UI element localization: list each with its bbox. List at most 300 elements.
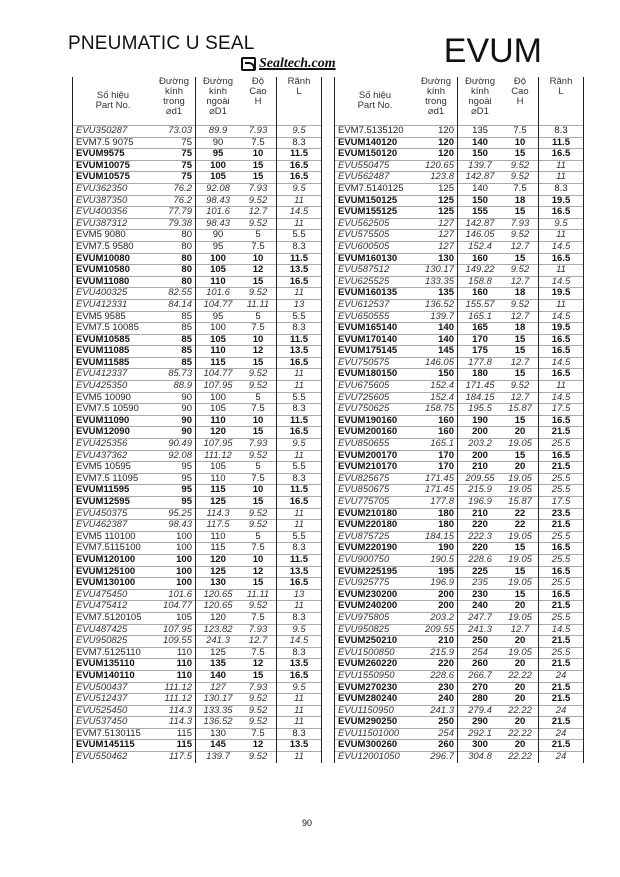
cell-height: 20 [502, 427, 539, 439]
cell-outer-diameter: 152.4 [458, 241, 503, 253]
cell-inner-diameter: 139.7 [415, 311, 458, 323]
cell-height: 15 [240, 160, 277, 172]
cell-inner-diameter: 88.9 [153, 381, 196, 393]
cell-inner-diameter: 180 [415, 520, 458, 532]
cell-inner-diameter: 85 [153, 334, 196, 346]
cell-inner-diameter: 114.3 [153, 705, 196, 717]
cell-height: 10 [502, 137, 539, 149]
cell-height: 7.5 [502, 183, 539, 195]
table-row [73, 439, 322, 451]
cell-groove: 5.5 [277, 230, 322, 242]
cell-groove: 13.5 [277, 265, 322, 277]
table-row [73, 172, 322, 184]
cell-groove: 11.5 [277, 253, 322, 265]
table-row [73, 160, 322, 172]
cell-inner-diameter: 85 [153, 311, 196, 323]
table-row [73, 694, 322, 706]
table-row [335, 473, 584, 485]
cell-part-no: EVU487425 [73, 624, 154, 636]
cell-part-no: EVM7.5140125 [335, 183, 416, 195]
cell-groove: 19.5 [539, 323, 584, 335]
cell-part-no: EVUM190160 [335, 415, 416, 427]
cell-part-no: EVU400356 [73, 207, 154, 219]
cell-part-no: EVU725605 [335, 392, 416, 404]
cell-groove: 11 [277, 520, 322, 532]
cell-height: 20 [502, 601, 539, 613]
column-header-part-no [73, 77, 154, 126]
cell-part-no: EVUM140120 [335, 137, 416, 149]
cell-height: 7.93 [502, 218, 539, 230]
cell-inner-diameter: 75 [153, 137, 196, 149]
cell-height: 12.7 [240, 207, 277, 219]
cell-part-no: EVU525450 [73, 705, 154, 717]
logo-text: Sealtech.com [259, 56, 336, 71]
cell-outer-diameter: 136.52 [196, 717, 241, 729]
cell-height: 7.93 [240, 624, 277, 636]
cell-outer-diameter: 230 [458, 589, 503, 601]
cell-part-no: EVU362350 [73, 183, 154, 195]
cell-outer-diameter: 220 [458, 543, 503, 555]
cell-inner-diameter: 171.45 [415, 473, 458, 485]
cell-groove: 9.5 [539, 218, 584, 230]
cell-inner-diameter: 101.6 [153, 589, 196, 601]
cell-groove: 25.5 [539, 531, 584, 543]
cell-part-no: EVUM135110 [73, 659, 154, 671]
cell-outer-diameter: 155 [458, 207, 503, 219]
cell-height: 9.52 [240, 381, 277, 393]
table-row [73, 462, 322, 474]
cell-groove: 14.5 [539, 276, 584, 288]
cell-part-no: EVU650555 [335, 311, 416, 323]
cell-height: 10 [240, 485, 277, 497]
cell-part-no: EVU412331 [73, 299, 154, 311]
cell-groove: 14.5 [539, 311, 584, 323]
cell-groove: 25.5 [539, 439, 584, 451]
table-row [73, 531, 322, 543]
cell-outer-diameter: 158.8 [458, 276, 503, 288]
cell-outer-diameter: 247.7 [458, 612, 503, 624]
cell-part-no: EVU975805 [335, 612, 416, 624]
cell-inner-diameter: 136.52 [415, 299, 458, 311]
cell-outer-diameter: 135 [196, 659, 241, 671]
cell-groove: 16.5 [539, 543, 584, 555]
cell-height: 12.7 [240, 636, 277, 648]
cell-groove: 13 [277, 299, 322, 311]
table-row [73, 450, 322, 462]
table-row [335, 392, 584, 404]
cell-inner-diameter: 160 [415, 427, 458, 439]
cell-groove: 21.5 [539, 636, 584, 648]
cell-height: 7.5 [240, 612, 277, 624]
cell-part-no: EVU450375 [73, 508, 154, 520]
cell-height: 15 [240, 670, 277, 682]
header-sym: L [558, 86, 564, 97]
cell-outer-diameter: 171.45 [458, 381, 503, 393]
cell-height: 9.52 [240, 752, 277, 763]
cell-groove: 24 [539, 752, 584, 763]
table-row [73, 230, 322, 242]
cell-outer-diameter: 120 [196, 554, 241, 566]
cell-height: 12.7 [502, 357, 539, 369]
table-row [73, 520, 322, 532]
cell-groove: 14.5 [539, 241, 584, 253]
cell-outer-diameter: 254 [458, 647, 503, 659]
cell-part-no: EVUM165140 [335, 323, 416, 335]
cell-groove: 25.5 [539, 485, 584, 497]
cell-groove: 8.3 [277, 404, 322, 416]
cell-height: 15 [502, 149, 539, 161]
cell-groove: 19.5 [539, 288, 584, 300]
cell-inner-diameter: 140 [415, 334, 458, 346]
cell-part-no: EVU425356 [73, 439, 154, 451]
cell-outer-diameter: 250 [458, 636, 503, 648]
table-row [335, 160, 584, 172]
cell-outer-diameter: 266.7 [458, 670, 503, 682]
header-vi: Rãnh [549, 76, 573, 87]
cell-height: 9.52 [240, 369, 277, 381]
cell-outer-diameter: 149.22 [458, 265, 503, 277]
table-row [335, 752, 584, 763]
cell-outer-diameter: 110 [196, 473, 241, 485]
cell-inner-diameter: 117.5 [153, 752, 196, 763]
cell-inner-diameter: 90 [153, 415, 196, 427]
cell-groove: 11 [277, 717, 322, 729]
cell-outer-diameter: 120.65 [196, 601, 241, 613]
cell-height: 12.7 [502, 241, 539, 253]
cell-part-no: EVUM260220 [335, 659, 416, 671]
spec-table-left [72, 77, 322, 763]
cell-height: 20 [502, 717, 539, 729]
cell-groove: 16.5 [277, 160, 322, 172]
table-row [335, 543, 584, 555]
cell-groove: 21.5 [539, 520, 584, 532]
table-row [73, 195, 322, 207]
cell-outer-diameter: 140 [458, 183, 503, 195]
table-row [73, 207, 322, 219]
table-row [73, 682, 322, 694]
cell-inner-diameter: 228.6 [415, 670, 458, 682]
table-row [73, 369, 322, 381]
cell-groove: 16.5 [539, 334, 584, 346]
cell-inner-diameter: 180 [415, 508, 458, 520]
cell-part-no: EVUM175145 [335, 346, 416, 358]
cell-inner-diameter: 115 [153, 728, 196, 740]
cell-groove: 5.5 [277, 311, 322, 323]
cell-height: 19.05 [502, 578, 539, 590]
cell-inner-diameter: 95 [153, 462, 196, 474]
cell-part-no: EVU400325 [73, 288, 154, 300]
table-row [73, 636, 322, 648]
cell-part-no: EVU950825 [335, 624, 416, 636]
cell-inner-diameter: 135 [415, 288, 458, 300]
cell-height: 12.7 [502, 311, 539, 323]
table-row [73, 381, 322, 393]
table-row [73, 566, 322, 578]
cell-groove: 16.5 [539, 207, 584, 219]
cell-height: 15 [502, 346, 539, 358]
cell-height: 22.22 [502, 728, 539, 740]
table-row [335, 241, 584, 253]
table-row [335, 311, 584, 323]
cell-outer-diameter: 101.6 [196, 288, 241, 300]
cell-groove: 19.5 [539, 195, 584, 207]
table-row [73, 497, 322, 509]
cell-outer-diameter: 150 [458, 149, 503, 161]
cell-height: 7.5 [240, 728, 277, 740]
table-row [73, 334, 322, 346]
cell-groove: 25.5 [539, 612, 584, 624]
cell-inner-diameter: 95 [153, 473, 196, 485]
cell-outer-diameter: 115 [196, 357, 241, 369]
cell-outer-diameter: 140 [458, 137, 503, 149]
table-row [73, 149, 322, 161]
column-header-outer-diameter [196, 77, 241, 126]
cell-groove: 11.5 [277, 334, 322, 346]
cell-inner-diameter: 140 [415, 323, 458, 335]
cell-groove: 11.5 [277, 149, 322, 161]
cell-inner-diameter: 220 [415, 659, 458, 671]
header-sym: ⌀d1 [165, 106, 183, 117]
cell-outer-diameter: 98.43 [196, 218, 241, 230]
cell-part-no: EVUM10575 [73, 172, 154, 184]
table-row [335, 624, 584, 636]
cell-outer-diameter: 110 [196, 346, 241, 358]
cell-inner-diameter: 150 [415, 369, 458, 381]
cell-part-no: EVUM160135 [335, 288, 416, 300]
cell-groove: 24 [539, 728, 584, 740]
cell-inner-diameter: 84.14 [153, 299, 196, 311]
cell-part-no: EVUM160130 [335, 253, 416, 265]
cell-outer-diameter: 95 [196, 149, 241, 161]
cell-outer-diameter: 139.7 [196, 752, 241, 763]
cell-outer-diameter: 104.77 [196, 299, 241, 311]
cell-height: 19.05 [502, 485, 539, 497]
cell-outer-diameter: 209.55 [458, 473, 503, 485]
cell-inner-diameter: 250 [415, 717, 458, 729]
cell-height: 7.93 [240, 682, 277, 694]
table-row [335, 137, 584, 149]
cell-outer-diameter: 290 [458, 717, 503, 729]
cell-groove: 11 [277, 381, 322, 393]
table-row [335, 647, 584, 659]
header-vi: Rãnh [287, 76, 311, 87]
cell-part-no: EVUM210180 [335, 508, 416, 520]
cell-inner-diameter: 230 [415, 682, 458, 694]
cell-groove: 5.5 [277, 392, 322, 404]
cell-height: 7.5 [240, 137, 277, 149]
table-row [73, 485, 322, 497]
cell-groove: 11 [277, 752, 322, 763]
table-row [73, 659, 322, 671]
cell-part-no: EVU875725 [335, 531, 416, 543]
cell-outer-diameter: 145 [196, 740, 241, 752]
cell-inner-diameter: 200 [415, 589, 458, 601]
cell-inner-diameter: 100 [153, 554, 196, 566]
cell-groove: 16.5 [539, 346, 584, 358]
header-en: Part No. [357, 100, 393, 111]
cell-part-no: EVU437362 [73, 450, 154, 462]
cell-part-no: EVUM280240 [335, 694, 416, 706]
cell-outer-diameter: 125 [196, 647, 241, 659]
cell-part-no: EVM5 9585 [73, 311, 154, 323]
cell-inner-diameter: 90 [153, 427, 196, 439]
table-row [335, 531, 584, 543]
cell-outer-diameter: 190 [458, 415, 503, 427]
cell-height: 15.87 [502, 404, 539, 416]
cell-groove: 25.5 [539, 554, 584, 566]
cell-height: 20 [502, 682, 539, 694]
cell-outer-diameter: 304.8 [458, 752, 503, 763]
cell-part-no: EVU600505 [335, 241, 416, 253]
cell-groove: 24 [539, 670, 584, 682]
cell-height: 15 [240, 172, 277, 184]
cell-inner-diameter: 92.08 [153, 450, 196, 462]
cell-groove: 16.5 [539, 566, 584, 578]
cell-height: 18 [502, 288, 539, 300]
cell-height: 11.11 [240, 299, 277, 311]
cell-outer-diameter: 160 [458, 253, 503, 265]
cell-part-no: EVU550462 [73, 752, 154, 763]
cell-height: 9.52 [502, 381, 539, 393]
cell-inner-diameter: 80 [153, 230, 196, 242]
cell-groove: 14.5 [277, 636, 322, 648]
header-vi: Số hiệu [358, 90, 392, 101]
cell-inner-diameter: 170 [415, 462, 458, 474]
cell-outer-diameter: 95 [196, 311, 241, 323]
cell-outer-diameter: 98.43 [196, 195, 241, 207]
table-row [73, 624, 322, 636]
cell-outer-diameter: 89.9 [196, 126, 241, 138]
cell-inner-diameter: 254 [415, 728, 458, 740]
cell-part-no: EVUM11585 [73, 357, 154, 369]
cell-outer-diameter: 105 [196, 334, 241, 346]
cell-height: 15 [502, 450, 539, 462]
cell-height: 7.5 [240, 647, 277, 659]
cell-inner-diameter: 120 [415, 126, 458, 138]
cell-height: 10 [240, 415, 277, 427]
cell-inner-diameter: 75 [153, 160, 196, 172]
cell-groove: 13 [277, 589, 322, 601]
cell-groove: 16.5 [277, 172, 322, 184]
cell-inner-diameter: 80 [153, 276, 196, 288]
cell-inner-diameter: 130.17 [415, 265, 458, 277]
cell-part-no: EVUM150125 [335, 195, 416, 207]
cell-groove: 8.3 [277, 543, 322, 555]
cell-inner-diameter: 100 [153, 531, 196, 543]
cell-height: 7.5 [240, 241, 277, 253]
cell-height: 15 [240, 357, 277, 369]
table-row [335, 381, 584, 393]
cell-outer-diameter: 170 [458, 334, 503, 346]
cell-inner-diameter: 100 [153, 543, 196, 555]
cell-outer-diameter: 100 [196, 323, 241, 335]
cell-inner-diameter: 127 [415, 218, 458, 230]
cell-part-no: EVUM230200 [335, 589, 416, 601]
header-sym: H [516, 96, 524, 107]
cell-height: 20 [502, 740, 539, 752]
cell-groove: 9.5 [277, 439, 322, 451]
cell-groove: 11 [277, 369, 322, 381]
spec-tables [72, 77, 584, 763]
cell-inner-diameter: 120 [415, 137, 458, 149]
cell-height: 7.5 [502, 126, 539, 138]
table-row [335, 636, 584, 648]
table-row [335, 578, 584, 590]
cell-part-no: EVUM9575 [73, 149, 154, 161]
cell-outer-diameter: 142.87 [458, 218, 503, 230]
table-row [335, 520, 584, 532]
table-row [73, 578, 322, 590]
cell-groove: 11.5 [277, 485, 322, 497]
cell-inner-diameter: 158.75 [415, 404, 458, 416]
cell-height: 9.52 [240, 705, 277, 717]
cell-inner-diameter: 111.12 [153, 682, 196, 694]
cell-inner-diameter: 260 [415, 740, 458, 752]
table-row [73, 543, 322, 555]
cell-part-no: EVU1150950 [335, 705, 416, 717]
table-row [335, 218, 584, 230]
table-row [335, 149, 584, 161]
cell-outer-diameter: 120 [196, 612, 241, 624]
cell-groove: 16.5 [539, 369, 584, 381]
cell-outer-diameter: 95 [196, 241, 241, 253]
cell-groove: 16.5 [539, 149, 584, 161]
cell-height: 20 [502, 659, 539, 671]
cell-height: 19.05 [502, 473, 539, 485]
cell-height: 22 [502, 508, 539, 520]
cell-part-no: EVUM200170 [335, 450, 416, 462]
header-vi: Đường kính trong [420, 76, 452, 107]
cell-height: 10 [240, 149, 277, 161]
cell-outer-diameter: 120.65 [196, 589, 241, 601]
cell-inner-diameter: 75 [153, 149, 196, 161]
table-row [73, 311, 322, 323]
cell-outer-diameter: 155.57 [458, 299, 503, 311]
cell-groove: 11.5 [277, 554, 322, 566]
table-row [73, 473, 322, 485]
cell-part-no: EVUM200160 [335, 427, 416, 439]
header-vi: Độ Cao [511, 76, 529, 97]
cell-groove: 16.5 [277, 427, 322, 439]
cell-groove: 9.5 [277, 183, 322, 195]
cell-outer-diameter: 105 [196, 462, 241, 474]
cell-inner-diameter: 241.3 [415, 705, 458, 717]
cell-part-no: EVU550475 [335, 160, 416, 172]
spec-table-right [334, 77, 584, 763]
cell-groove: 13.5 [277, 659, 322, 671]
header-sym: H [254, 96, 262, 107]
cell-groove: 11.5 [277, 415, 322, 427]
cell-part-no: EVU587512 [335, 265, 416, 277]
header-sym: ⌀d1 [427, 106, 445, 117]
cell-inner-diameter: 82.55 [153, 288, 196, 300]
cell-groove: 16.5 [277, 670, 322, 682]
cell-part-no: EVUM145115 [73, 740, 154, 752]
cell-height: 15 [502, 334, 539, 346]
table-row [335, 299, 584, 311]
cell-outer-diameter: 90 [196, 230, 241, 242]
cell-inner-diameter: 114.3 [153, 717, 196, 729]
cell-inner-diameter: 146.05 [415, 357, 458, 369]
cell-height: 5 [240, 462, 277, 474]
cell-inner-diameter: 110 [153, 670, 196, 682]
table-row [335, 485, 584, 497]
cell-groove: 14.5 [539, 357, 584, 369]
cell-groove: 8.3 [277, 612, 322, 624]
cell-outer-diameter: 90 [196, 137, 241, 149]
cell-outer-diameter: 110 [196, 276, 241, 288]
table-row [335, 276, 584, 288]
